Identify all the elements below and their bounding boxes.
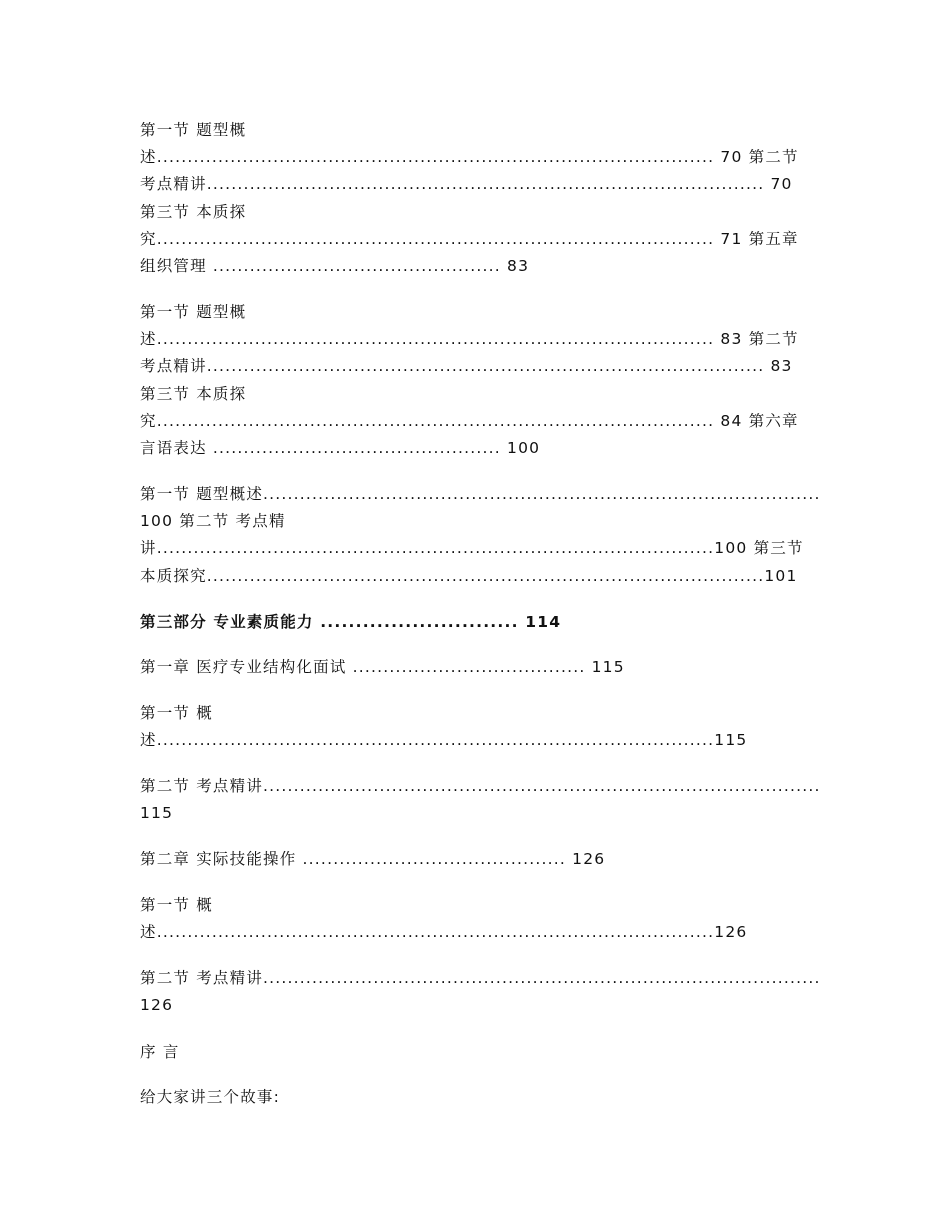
toc-line: 考点精讲........................................................................................... 83 [140, 357, 793, 375]
toc-line: 组织管理 ............................................... 83 [140, 257, 530, 275]
toc-line: 述........................................................................................... 70 第二节 [140, 148, 799, 166]
toc-line: 本质探究...........................................................................................101 [140, 567, 798, 585]
toc-line: 第二节 考点精讲........................................................................................... [140, 969, 821, 987]
toc-line: 究........................................................................................... 71 第五章 [140, 230, 799, 248]
preface-heading: 序 言 [140, 1043, 180, 1061]
toc-line: 言语表达 ............................................... 100 [140, 439, 541, 457]
toc-line: 115 [140, 804, 174, 822]
toc-line: 第三节 本质探 [140, 203, 247, 221]
toc-line: 第一节 题型概 [140, 121, 247, 139]
toc-line: 第一节 概 [140, 704, 213, 722]
toc-line: 100 第二节 考点精 [140, 512, 286, 530]
toc-line: 究........................................................................................... 84 第六章 [140, 412, 799, 430]
toc-line: 第一节 题型概述........................................................................................... [140, 485, 821, 503]
toc-line: 126 [140, 996, 174, 1014]
toc-line: 第二章 实际技能操作 ........................................... 126 [140, 850, 606, 868]
toc-line: 考点精讲........................................................................................... 70 [140, 175, 793, 193]
toc-line: 第一节 题型概 [140, 303, 247, 321]
toc-line: 第一节 概 [140, 896, 213, 914]
body-text: 给大家讲三个故事: [140, 1088, 281, 1106]
toc-line: 述...........................................................................................126 [140, 923, 748, 941]
toc-line: 第三节 本质探 [140, 385, 247, 403]
toc-line: 述...........................................................................................115 [140, 731, 748, 749]
toc-part-heading: 第三部分 专业素质能力 ............................ 114 [140, 613, 562, 631]
toc-line: 述........................................................................................... 83 第二节 [140, 330, 799, 348]
toc-line: 第一章 医疗专业结构化面试 ...................................... 115 [140, 658, 625, 676]
toc-line: 第二节 考点精讲........................................................................................... [140, 777, 821, 795]
toc-line: 讲...........................................................................................100 第三节 [140, 539, 804, 557]
